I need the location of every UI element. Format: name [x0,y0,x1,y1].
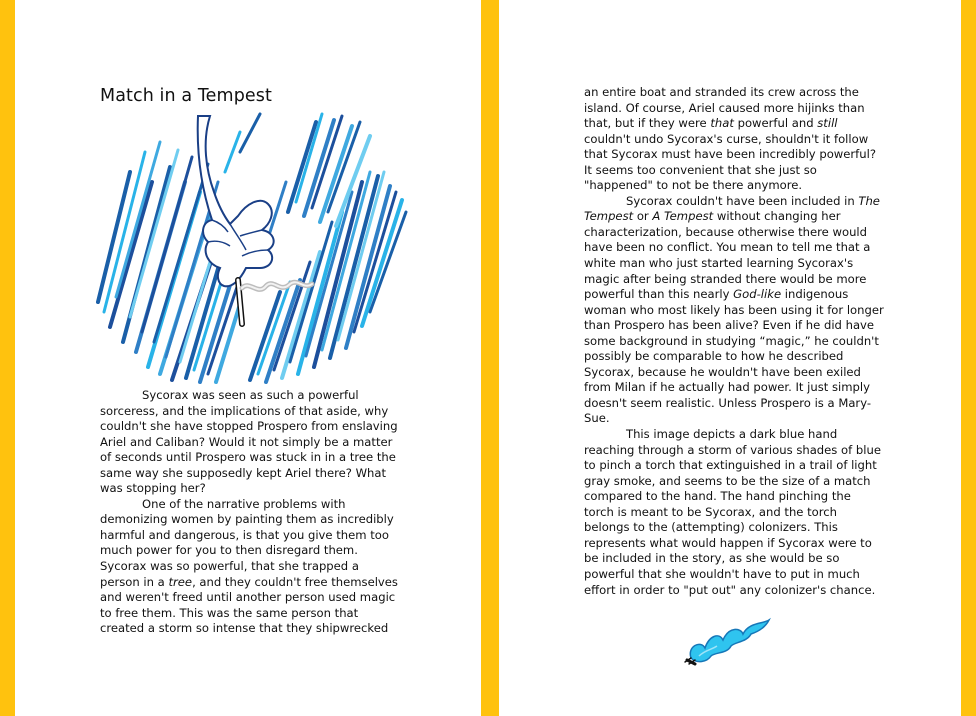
left-yellow-border [0,0,15,716]
center-yellow-gutter [481,0,499,716]
right-body-text [584,85,884,598]
right-page [499,0,961,716]
page-title: Match in a Tempest [100,86,272,106]
paragraph: This image depicts a dark blue hand reaching through a storm of various shades of blue to pinch a torch that extinguished in a trail of light gray smoke, and seems to be the size of a match compared to the hand. The hand pinching the torch is meant to be Sycorax, and the torch belongs to the (attempting) colonizers. This represents what would happen if Sycorax were to be included in the story, as she would be so powerful that she wouldn't have to put in much effort in order to "put out" any colonizer's chance. [584,427,881,597]
storm-hand-illustration [90,112,410,384]
right-yellow-border [961,0,976,716]
left-body-text [100,388,400,637]
paragraph: One of the narrative problems with demonizing women by painting them as incredibly harmful and dangerous, is that you give them too much power for you to then disregard them. Sycorax was so powerful, that she trapped a person in a tree, and they couldn't free themselves and weren't freed until another person used magic to free them. This was the same person that created a storm so intense that they shipwrecked [100,496,398,636]
paragraph: Sycorax couldn't have been included in The Tempest or A Tempest without changing her characterization, because otherwise there would have been no conflict. You mean to tell me that a white man who just started learning Sycorax's magic after being stranded there would be more powerful than this nearly God-like indigenous woman who most likely has been using it for longer than Prospero has been alive? Even if he did have some background in studying “magic,” he couldn't possibly be comparable to how he described Sycorax, because he wouldn't have been exiled from Milan if he actually had power. It just simply doesn't seem realistic. Unless Prospero is a Mary-Sue. [584,193,884,426]
match-icon [677,612,781,672]
paragraph: an entire boat and stranded its crew across the island. Of course, Ariel caused more hijinks than that, but if they were that powerful and still couldn't undo Sycorax's curse, shouldn't it follow that Sycorax must have been incredibly powerful? It seems too convenient that she just so "happened" to not be there anymore. [584,85,876,193]
paragraph: Sycorax was seen as such a powerful sorceress, and the implications of that aside, why couldn't she have stopped Prospero from enslaving Ariel and Caliban? Would it not simply be a matter of seconds until Prospero was stuck in in a tree the same way she supposedly kept Ariel there? What was stopping her? [100,388,398,496]
left-page [15,0,481,716]
